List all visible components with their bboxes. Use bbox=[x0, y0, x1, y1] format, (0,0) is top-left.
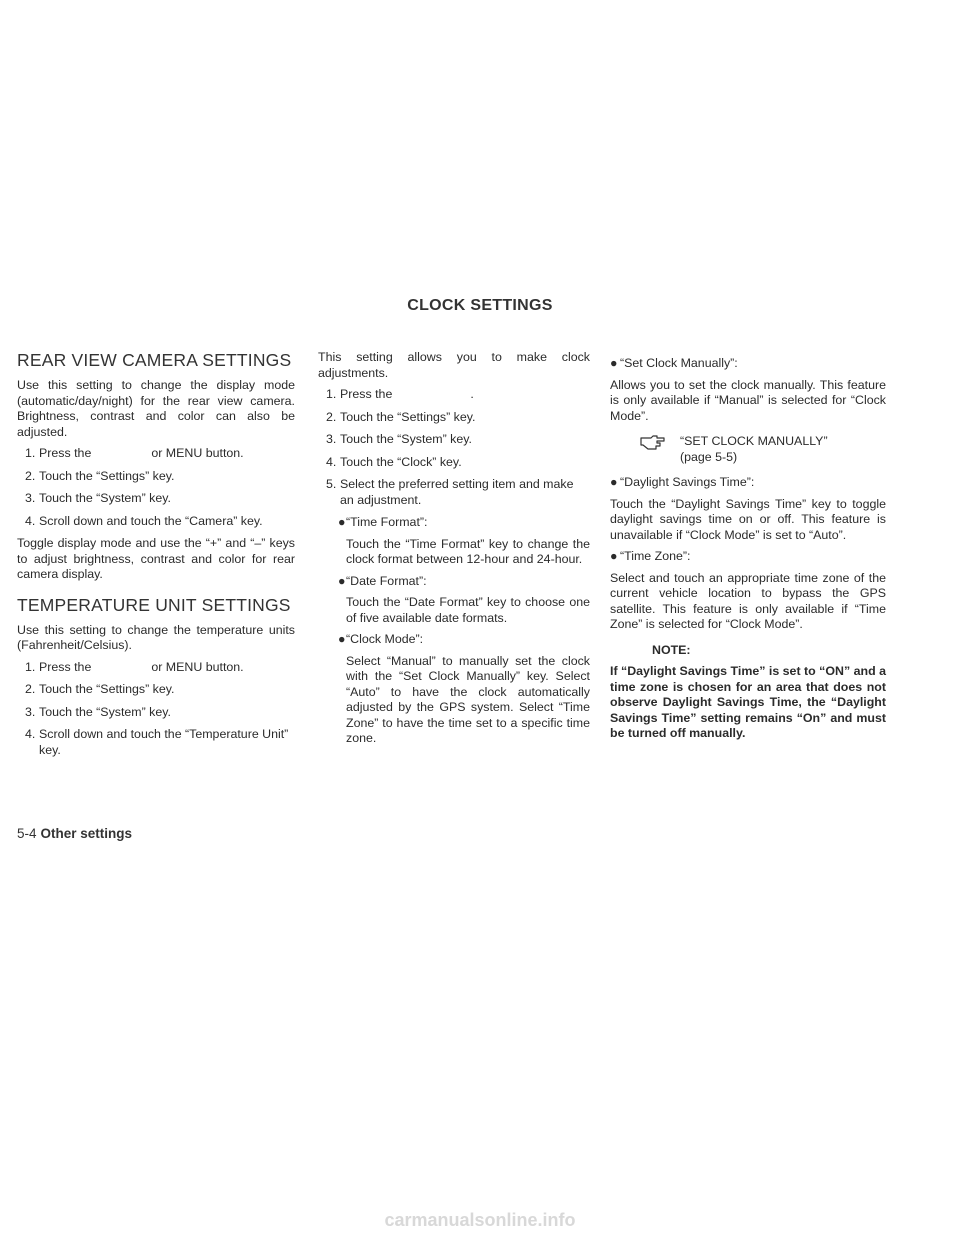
item-description: Select and touch an appropriate time zone of the current vehicle location to bypass the GPS satellite. This feature is only available if “Time Zone” is selected for “Clock Mode”. bbox=[610, 570, 886, 631]
note-heading: NOTE: bbox=[652, 642, 691, 657]
item-description: Touch the “Time Format” key to change the clock format between 12-hour and 24-hour. bbox=[346, 536, 590, 566]
item-description: Touch the “Date Format” key to choose one of five available date formats. bbox=[346, 595, 590, 625]
item-description: Allows you to set the clock manually. This feature is only available if “Manual” is selected for “Clock Mode”. bbox=[610, 377, 886, 423]
rear-camera-heading: REAR VIEW CAMERA SETTINGS bbox=[17, 350, 292, 370]
list-item: ● “Set Clock Manually”: bbox=[610, 356, 738, 370]
reference-hand-icon bbox=[640, 434, 666, 452]
bullet-icon: ● bbox=[338, 632, 346, 646]
bullet-icon: ● bbox=[610, 475, 618, 489]
step-item: 1. Press the or MENU button. bbox=[25, 446, 244, 460]
clock-intro: This setting allows you to make clock adjustments. bbox=[318, 350, 590, 380]
step-item: 1. Press the or MENU button. bbox=[25, 659, 244, 674]
list-item: ● “Clock Mode”: bbox=[338, 632, 424, 646]
rear-camera-steps bbox=[17, 446, 295, 529]
item-description: Select “Manual” to manually set the clock with the “Set Clock Manually” key. Select “Auto” to have the clock automatically adjusted by the GPS system. Select “Time Zone” to have the time set to a specific time zone. bbox=[346, 653, 590, 745]
page-number: 5-4 bbox=[17, 826, 37, 841]
step-item: 2. Touch the “Settings” key. bbox=[25, 468, 175, 483]
item-description: Touch the “Daylight Savings Time” key to toggle daylight savings time on or off. This feature is unavailable if “Clock Mode” is set to “Auto”. bbox=[610, 496, 886, 542]
temperature-heading: TEMPERATURE UNIT SETTINGS bbox=[17, 594, 291, 615]
bullet-icon: ● bbox=[338, 573, 346, 588]
bullet-icon: ● bbox=[610, 549, 618, 563]
step-item: 4. Scroll down and touch the “Temperature Unit” key. bbox=[25, 727, 289, 757]
step-item: 2. Touch the “Settings” key. bbox=[25, 682, 175, 696]
step-item: 2. Touch the “Settings” key. bbox=[326, 409, 476, 424]
step-item: 3. Touch the “System” key. bbox=[326, 432, 472, 446]
list-item: ● “Daylight Savings Time”: bbox=[610, 475, 755, 489]
temperature-intro: Use this setting to change the temperature units (Fahrenheit/Celsius). bbox=[17, 622, 295, 652]
watermark: carmanualsonline.info bbox=[384, 1210, 576, 1230]
section-title: CLOCK SETTINGS bbox=[407, 297, 553, 314]
footer-section: Other settings bbox=[40, 826, 133, 841]
page-footer bbox=[17, 826, 132, 841]
page-reference: “SET CLOCK MANUALLY” (page 5-5) bbox=[610, 434, 886, 465]
step-item: 4. Touch the “Clock” key. bbox=[326, 454, 462, 469]
list-item: ● “Date Format”: bbox=[338, 573, 427, 588]
step-item: 3. Touch the “System” key. bbox=[25, 491, 171, 505]
rear-camera-outro: Toggle display mode and use the “+” and “–” keys to adjust brightness, contrast and color for rear camera display. bbox=[17, 536, 295, 581]
column-left bbox=[17, 350, 295, 765]
column-middle bbox=[318, 350, 590, 753]
step-item: 5. Select the preferred setting item and make an adjustment. bbox=[326, 477, 574, 507]
list-item: ● “Time Zone”: bbox=[610, 549, 691, 563]
column-right bbox=[610, 350, 886, 748]
bullet-icon: ● bbox=[610, 356, 618, 370]
rear-camera-intro: Use this setting to change the display mode (automatic/day/night) for the rear view camera. Brightness, contrast and color can also be adjusted. bbox=[17, 378, 295, 439]
step-item: 3. Touch the “System” key. bbox=[25, 704, 171, 719]
note-body: If “Daylight Savings Time” is set to “ON” and a time zone is chosen for an area that does not observe Daylight Savings Time, the “Daylight Savings Time” setting remains “On” and must be turned off manually. bbox=[610, 664, 886, 740]
list-item: ● “Time Format”: bbox=[338, 515, 428, 529]
step-item: 4. Scroll down and touch the “Camera” key. bbox=[25, 513, 263, 528]
step-item: 1. Press the . bbox=[326, 387, 474, 401]
temperature-steps bbox=[17, 660, 295, 759]
clock-steps bbox=[318, 387, 590, 508]
bullet-icon: ● bbox=[338, 515, 346, 529]
